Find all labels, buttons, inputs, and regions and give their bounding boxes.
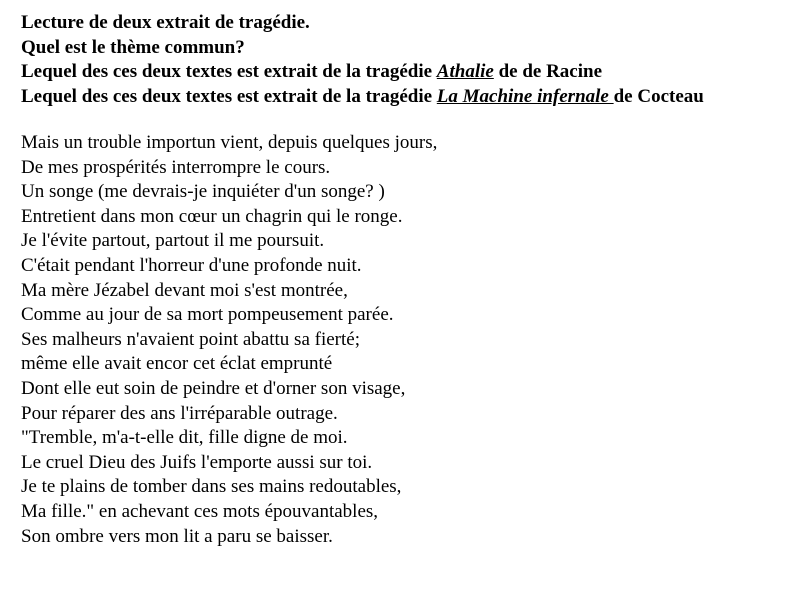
question-athalie-prefix: Lequel des ces deux textes est extrait de la tragédie	[21, 61, 437, 82]
poem-verse: Dont elle eut soin de peindre et d'orner son visage,	[21, 377, 406, 399]
question-machine-infernale	[21, 85, 761, 110]
poem-verse: Pour réparer des ans l'irréparable outrage.	[21, 402, 338, 424]
poem-excerpt	[21, 131, 781, 549]
poem-verse: "Tremble, m'a-t-elle dit, fille digne de moi.	[21, 427, 348, 449]
question-athalie-suffix: de de Racine	[493, 61, 602, 82]
poem-verse: même elle avait encor cet éclat emprunté	[21, 353, 333, 375]
poem-verse: Ma mère Jézabel devant moi s'est montrée,	[21, 279, 348, 301]
question-machine-prefix: Lequel des ces deux textes est extrait de la tragédie	[21, 85, 437, 107]
poem-verse: Mais un trouble importun vient, depuis quelques jours,	[21, 132, 438, 153]
poem-verse: Un songe (me devrais-je inquiéter d'un songe? )	[21, 181, 385, 203]
title-athalie: Athalie	[436, 61, 494, 82]
poem-verse: Le cruel Dieu des Juifs l'emporte aussi sur toi.	[21, 451, 373, 473]
poem-verse: Ses malheurs n'avaient point abattu sa fierté;	[21, 328, 360, 350]
question-athalie	[21, 60, 781, 85]
poem-verse: De mes prospérités interrompre le cours.	[21, 156, 331, 178]
question-machine-suffix: de Cocteau	[613, 85, 704, 107]
poem-verse: Son ombre vers mon lit a paru se baisser.	[21, 525, 333, 547]
document-page	[21, 11, 781, 549]
question-theme: Quel est le thème commun?	[21, 36, 245, 58]
poem-verse: Je te plains de tomber dans ses mains redoutables,	[21, 476, 402, 498]
poem-verse: Comme au jour de sa mort pompeusement parée.	[21, 304, 394, 326]
poem-verse: Je l'évite partout, partout il me poursuit.	[21, 230, 325, 252]
poem-verse: C'était pendant l'horreur d'une profonde nuit.	[21, 254, 362, 276]
poem-verse: Ma fille." en achevant ces mots épouvantables,	[21, 500, 379, 522]
poem-verse: Entretient dans mon cœur un chagrin qui le ronge.	[21, 205, 403, 227]
question-title: Lecture de deux extrait de tragédie.	[21, 12, 310, 33]
questions-block	[21, 11, 781, 109]
spacer	[21, 109, 781, 131]
title-machine-infernale: La Machine infernale	[436, 85, 614, 107]
